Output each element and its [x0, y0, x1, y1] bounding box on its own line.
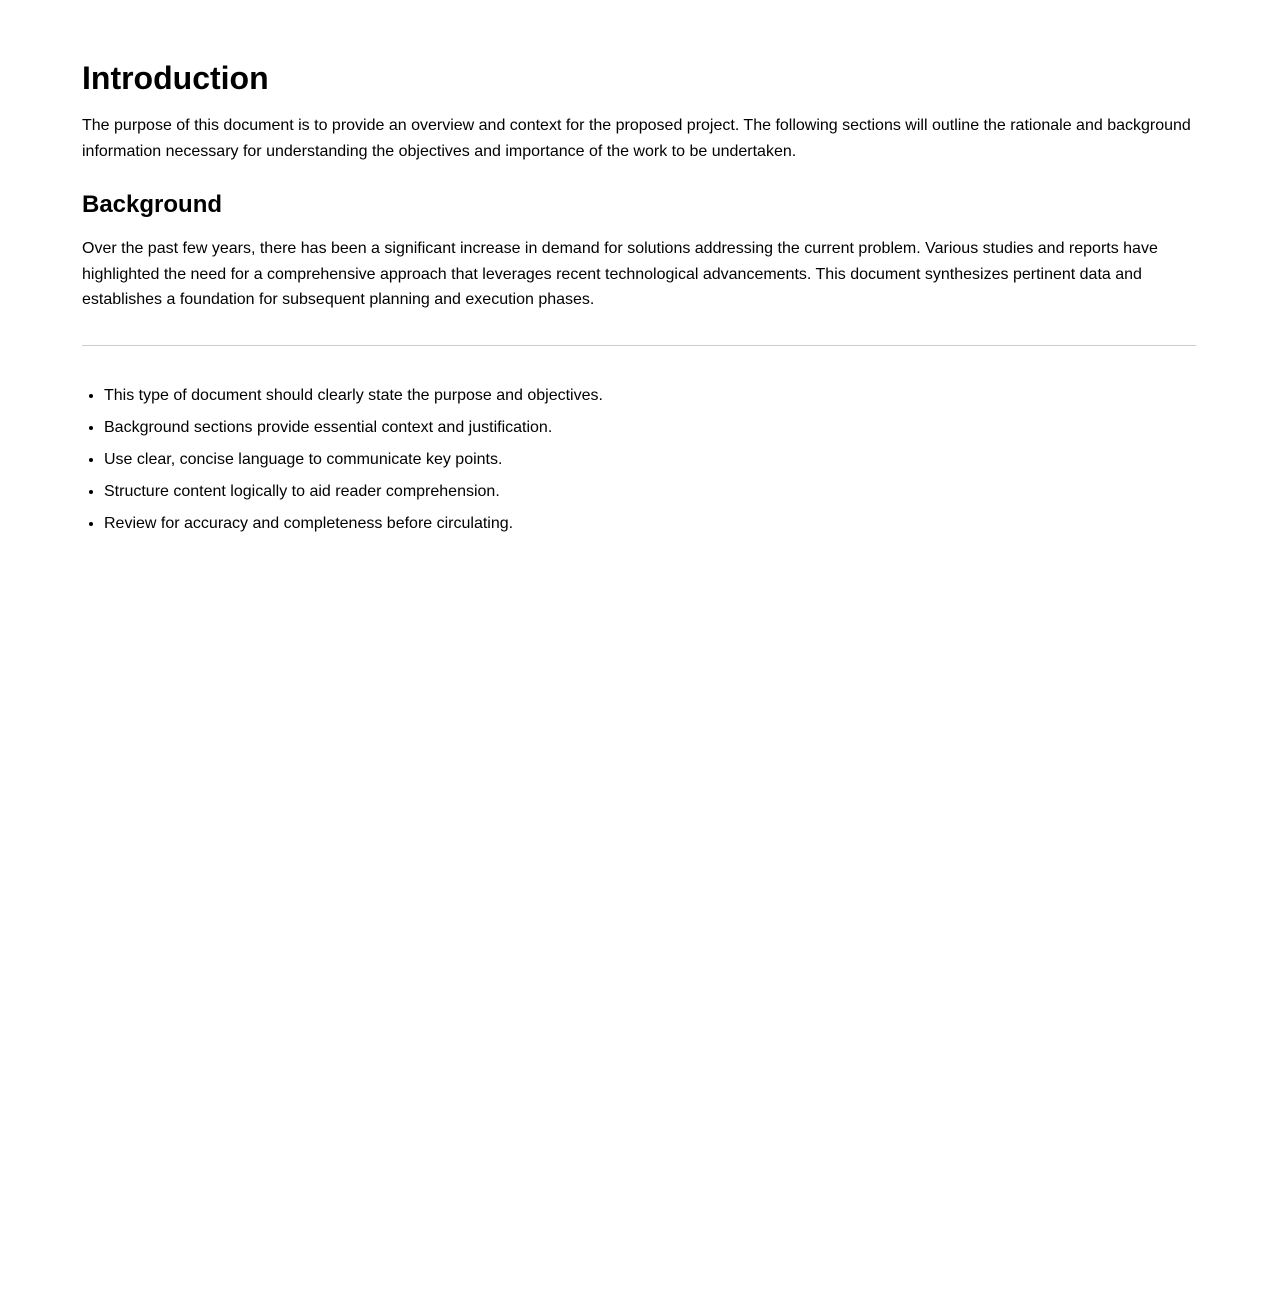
background-paragraph: Over the past few years, there has been a significant increase in demand for solutions addressing the current problem. Various studies and reports have highlighted the need for a comprehensive approach that leverages recent technological advancements. This document synthesizes pertinent data and establishes a foundation for subsequent planning and execution phases. [82, 240, 1158, 309]
background-heading: Background [82, 191, 223, 218]
list-item: • Review for accuracy and completeness before circulating. [104, 512, 603, 536]
list-item: • Background sections provide essential context and justification. [104, 416, 603, 440]
list-item: • This type of document should clearly state the purpose and objectives. [104, 384, 603, 408]
notes-list [82, 384, 603, 544]
list-item: • Structure content logically to aid reader comprehension. [104, 480, 603, 504]
introduction-paragraph: The purpose of this document is to provide an overview and context for the proposed project. The following sections will outline the rationale and background information necessary for understanding the objectives and importance of the work to be undertaken. [82, 117, 1191, 160]
introduction-heading: Introduction [82, 60, 269, 96]
list-item: • Use clear, concise language to communicate key points. [104, 448, 603, 472]
section-divider [82, 345, 1196, 346]
